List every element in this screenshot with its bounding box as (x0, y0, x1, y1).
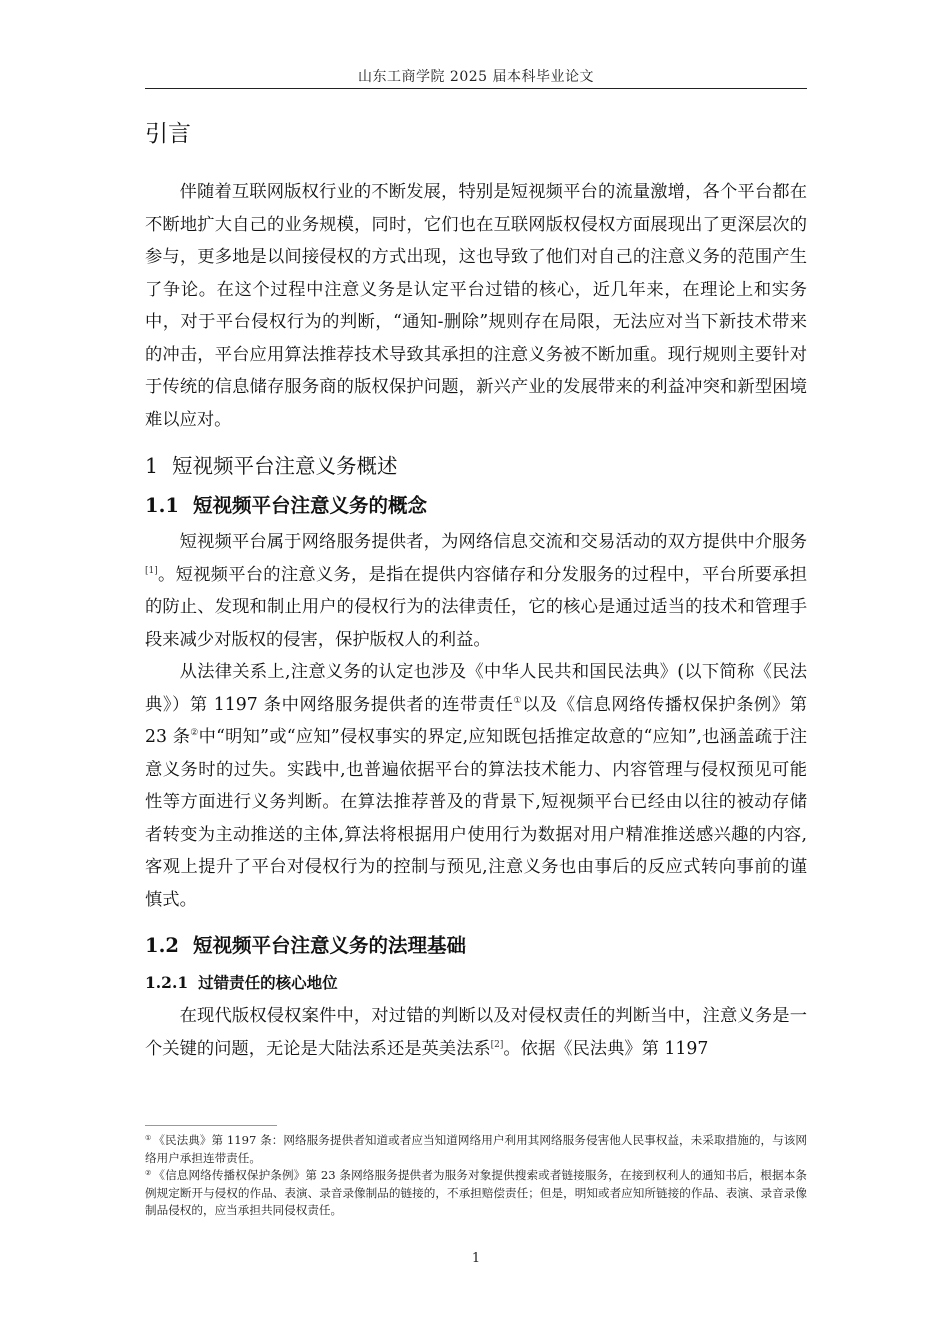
section-1-2-number: 1.2 (145, 934, 179, 957)
paragraph-text: 以及《信息网络传播权保护条例》第 23 条 (145, 694, 807, 747)
intro-paragraph: 伴随着互联网版权行业的不断发展，特别是短视频平台的流量激增，各个平台都在不断地扩大自己的业务规模，同时，它们也在互联网版权侵权方面展现出了更深层次的参与，更多地是以间接侵权的方式出现，这也导致了他们对自己的注意义务的范围产生了争论。在这个过程中注意义务是认定平台过错的核心，近几年来，在理论上和实务中，对于平台侵权行为的判断，“通知-删除”规则存在局限，无法应对当下新技术带来的冲击，平台应用算法推荐技术导致其承担的注意义务被不断加重。现行规则主要针对于传统的信息储存服务商的版权保护问题，新兴产业的发展带来的利益冲突和新型困境难以应对。 (145, 182, 807, 430)
section-1-number: 1 (145, 454, 159, 478)
footnotes (145, 1132, 807, 1220)
intro-title: 引言 (145, 121, 191, 147)
footnote-2 (145, 1167, 807, 1220)
page-number: 1 (471, 1251, 481, 1266)
section-1-2-title: 短视频平台注意义务的法理基础 (192, 934, 466, 957)
page-header: 山东工商学院 2025 届本科毕业论文 (357, 69, 595, 85)
section-1-1-paragraph-1 (145, 526, 807, 656)
section-1-2-heading (145, 926, 807, 966)
section-1-1-title: 短视频平台注意义务的概念 (192, 494, 427, 517)
citation-ref: [1] (145, 565, 158, 576)
page-content (145, 118, 807, 1065)
footnote-ref-1: ① (513, 695, 523, 706)
footnote-text: 《民法典》第 1197 条：网络服务提供者知道或者应当知道网络用户利用其网络服务侵害他人民事权益，未采取措施的，与该网络用户承担连带责任。 (145, 1133, 807, 1165)
paragraph-text: 短视频平台属于网络服务提供者，为网络信息交流和交易活动的双方提供中介服务 (179, 532, 807, 552)
footnote-rule (145, 1125, 277, 1126)
footnote-text: 《信息网络传播权保护条例》第 23 条网络服务提供者为服务对象提供搜索或者链接服务，在接到权利人的通知书后，根据本条例规定断开与侵权的作品、表演、录音录像制品的链接的，不承担赔偿责任；但是，明知或者应知所链接的作品、表演、录音录像制品侵权的，应当承担共同侵权责任。 (145, 1168, 807, 1217)
footnote-ref-2: ② (190, 728, 199, 738)
footnote-mark: ① (145, 1134, 152, 1142)
paragraph-text: 从法律关系上,注意义务的认定也涉及《中华人民共和国民法典》(以下简称《民法典》）第 1197 条中网络服务提供者的连带责任 (145, 662, 807, 715)
paragraph-text: 。短视频平台的注意义务，是指在提供内容储存和分发服务的过程中，平台所要承担的防止、发现和制止用户的侵权行为的法律责任，它的核心是通过适当的技术和管理手段来减少对版权的侵害，保护版权人的利益。 (145, 564, 807, 650)
section-1-1-paragraph-2 (145, 656, 807, 916)
section-1-1-number: 1.1 (145, 494, 179, 517)
section-1-2-1-title: 过错责任的核心地位 (198, 973, 338, 992)
paragraph-text: 在现代版权侵权案件中，对过错的判断以及对侵权责任的判断当中，注意义务是一个关键的问题，无论是大陆法系还是英美法系 (145, 1006, 807, 1059)
paragraph-text: 中“明知”或“应知”侵权事实的界定,应知既包括推定故意的“应知”,也涵盖疏于注意义务时的过失。实践中,也普遍依据平台的算法技术能力、内容管理与侵权预见可能性等方面进行义务判断。在算法推荐普及的背景下,短视频平台已经由以往的被动存储者转变为主动推送的主体,算法将根据用户使用行为数据对用户精准推送感兴趣的内容,客观上提升了平台对侵权行为的控制与预见,注意义务也由事后的反应式转向事前的谨慎式。 (145, 727, 808, 910)
section-1-2-1-heading (145, 966, 807, 1000)
section-1-2-1-number: 1.2.1 (145, 973, 189, 992)
header-rule (145, 88, 807, 89)
paragraph-text: 。依据《民法典》第 1197 (503, 1038, 709, 1059)
citation-ref: [2] (490, 1039, 504, 1050)
section-1-heading (145, 446, 807, 486)
footnote-mark: ② (145, 1169, 152, 1177)
section-1-title: 短视频平台注意义务概述 (172, 454, 398, 478)
footnote-1 (145, 1132, 807, 1167)
section-1-2-1-paragraph (145, 1000, 807, 1065)
section-1-1-heading (145, 486, 807, 526)
